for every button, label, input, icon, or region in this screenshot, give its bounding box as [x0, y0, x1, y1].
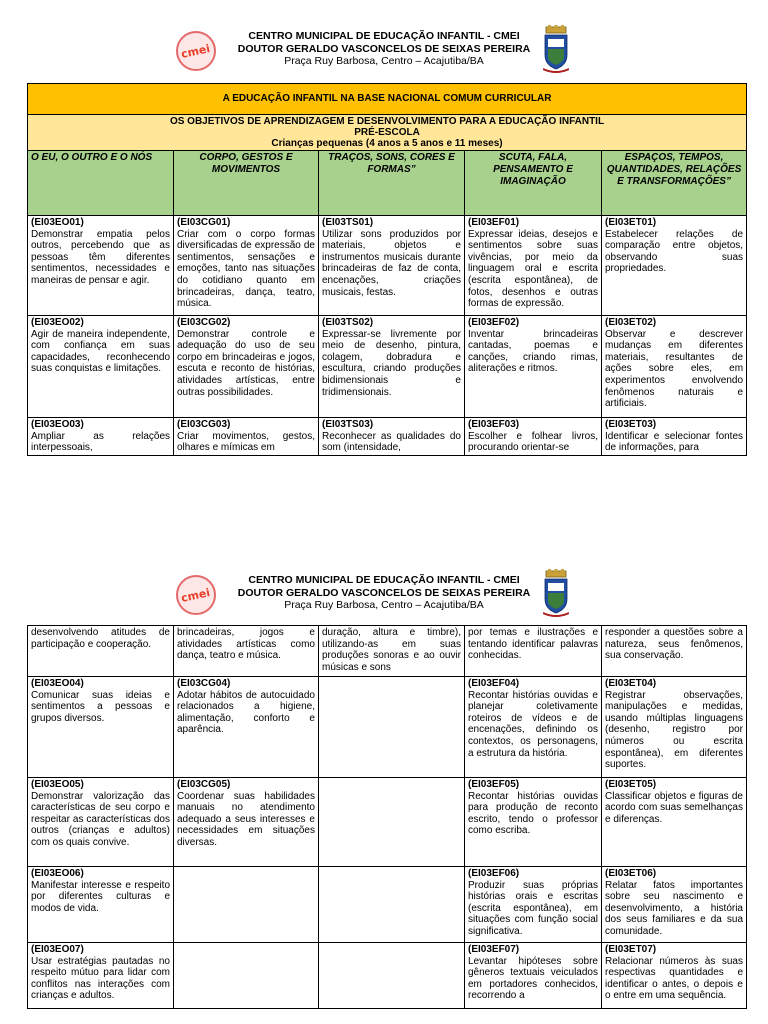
table-row: [28, 778, 747, 867]
objective-cell: (EI03EF04) Recontar histórias ouvidas e planejar coletivamente roteiros de vídeos e de encenações, definindo os contextos, os personagens, a estrutura da história.: [465, 677, 602, 778]
page-header: [0, 28, 768, 80]
objectives-row: [28, 115, 747, 151]
table-row: [28, 867, 747, 943]
objective-cell: desenvolvendo atitudes de participação e cooperação.: [28, 626, 174, 677]
curriculum-table-page-2: [27, 625, 747, 1009]
municipal-crest-icon: [543, 25, 569, 75]
objective-cell: (EI03EO04) Comunicar suas ideias e sentimentos a pessoas e grupos diversos.: [28, 677, 174, 778]
areas-row: [28, 151, 747, 216]
objective-cell: (EI03CG04) Adotar hábitos de autocuidado relacionados a higiene, alimentação, conforto e aparência.: [174, 677, 319, 778]
page-1: [0, 28, 768, 454]
table-row: [28, 943, 747, 1009]
objectives-line-3: Crianças pequenas (4 anos a 5 anos e 11 meses): [271, 138, 503, 149]
objective-cell: (EI03EO06) Manifestar interesse e respeito por diferentes culturas e modos de vida.: [28, 867, 174, 943]
objectives-header: [28, 115, 747, 151]
objective-cell: (EI03ET07) Relacionar números às suas respectivas quantidades e identificar o antes, o depois e o entre em uma sequência.: [602, 943, 747, 1009]
objective-cell: (EI03EF02) Inventar brincadeiras cantadas, poemas e canções, criando rimas, aliterações e ritmos.: [465, 316, 602, 418]
table-row: [28, 626, 747, 677]
objective-cell: (EI03ET04) Registrar observações, manipulações e medidas, usando múltiplas linguagens (desenho, registro por números ou escrita espontânea), em diferentes suportes.: [602, 677, 747, 778]
objective-cell: por temas e ilustrações e tentando identificar palavras conhecidas.: [465, 626, 602, 677]
objective-cell: duração, altura e timbre), utilizando-as em suas produções sonoras e ao ouvir músicas e sons: [319, 626, 465, 677]
objective-cell: (EI03EO05) Demonstrar valorização das características de seu corpo e respeitar as características dos outros (crianças e adultos) com os quais convive.: [28, 778, 174, 867]
objective-cell: (EI03EO07) Usar estratégias pautadas no respeito mútuo para lidar com conflitos nas interações com crianças e adultos.: [28, 943, 174, 1009]
header-line-2: DOUTOR GERALDO VASCONCELOS DE SEIXAS PEREIRA: [237, 586, 531, 599]
page-2: [0, 572, 768, 1002]
empty-cell: [319, 677, 465, 778]
cmei-logo-icon: cmei: [176, 575, 216, 615]
area-header-espacos-tempos: ESPAÇOS, TEMPOS, QUANTIDADES, RELAÇÕES E TRANSFORMAÇÕES”: [602, 151, 747, 216]
table-row: [28, 216, 747, 316]
objective-cell: (EI03CG02) Demonstrar controle e adequação do uso de seu corpo em brincadeiras e jogos, escuta e reconto de histórias, atividades artísticas, entre outras possibilidades.: [174, 316, 319, 418]
table-row: [28, 418, 747, 456]
area-header-escuta-fala: SCUTA, FALA, PENSAMENTO E IMAGINAÇÃO: [465, 151, 602, 216]
objective-cell: (EI03EF03) Escolher e folhear livros, procurando orientar-se: [465, 418, 602, 456]
municipal-crest-icon: [543, 569, 569, 619]
empty-cell: [319, 867, 465, 943]
empty-cell: [174, 943, 319, 1009]
objective-cell: (EI03ET06) Relatar fatos importantes sobre seu nascimento e desenvolvimento, a história dos seus familiares e da sua comunidade.: [602, 867, 747, 943]
header-line-1: CENTRO MUNICIPAL DE EDUCAÇÃO INFANTIL - CMEI: [248, 30, 520, 42]
header-address: Praça Ruy Barbosa, Centro – Acajutiba/BA: [284, 55, 484, 67]
objective-cell: (EI03EO02) Agir de maneira independente, com confiança em suas capacidades, reconhecendo suas conquistas e limitações.: [28, 316, 174, 418]
objective-cell: (EI03TS03) Reconhecer as qualidades do som (intensidade,: [319, 418, 465, 456]
table-title-row: [28, 84, 747, 115]
objective-cell: responder a questões sobre a natureza, seus fenômenos, sua conservação.: [602, 626, 747, 677]
header-address: Praça Ruy Barbosa, Centro – Acajutiba/BA: [284, 599, 484, 611]
header-text: [0, 574, 768, 612]
objective-cell: (EI03EF06) Produzir suas próprias histórias orais e escritas (escrita espontânea), em situações com função social significativa.: [465, 867, 602, 943]
header-text: [0, 30, 768, 68]
objective-cell: (EI03CG03) Criar movimentos, gestos, olhares e mímicas em: [174, 418, 319, 456]
empty-cell: [319, 943, 465, 1009]
objective-cell: (EI03EO01) Demonstrar empatia pelos outros, percebendo que as pessoas têm diferentes sentimentos, necessidades e maneiras de pensar e agir.: [28, 216, 174, 316]
objective-cell: (EI03CG01) Criar com o corpo formas diversificadas de expressão de sentimentos, sensações e emoções, tanto nas situações do cotidiano quanto em brincadeiras, dança, teatro, música.: [174, 216, 319, 316]
table-title: A EDUCAÇÃO INFANTIL NA BASE NACIONAL COMUM CURRICULAR: [28, 84, 747, 115]
objective-cell: (EI03ET03) Identificar e selecionar fontes de informações, para: [602, 418, 747, 456]
area-header-tracos-sons: TRAÇOS, SONS, CORES E FORMAS”: [319, 151, 465, 216]
header-line-2: DOUTOR GERALDO VASCONCELOS DE SEIXAS PEREIRA: [237, 42, 531, 55]
objective-cell: brincadeiras, jogos e atividades artísticas como dança, teatro e música.: [174, 626, 319, 677]
page-header: [0, 572, 768, 624]
objective-cell: (EI03ET02) Observar e descrever mudanças em diferentes materiais, resultantes de ações sobre eles, em experimentos envolvendo fenômenos naturais e artificiais.: [602, 316, 747, 418]
objective-cell: (EI03EF05) Recontar histórias ouvidas para produção de reconto escrito, tendo o professor como escriba.: [465, 778, 602, 867]
objective-cell: (EI03EF07) Levantar hipóteses sobre gêneros textuais veiculados em portadores conhecidos, recorrendo a: [465, 943, 602, 1009]
objective-cell: (EI03ET01) Estabelecer relações de comparação entre objetos, observando suas propriedades.: [602, 216, 747, 316]
area-header-eu-outro-nos: O EU, O OUTRO E O NÓS: [28, 151, 174, 216]
objective-cell: (EI03TS01) Utilizar sons produzidos por materiais, objetos e instrumentos musicais durante brincadeiras de faz de conta, encenações, criações musicais, festas.: [319, 216, 465, 316]
header-line-1: CENTRO MUNICIPAL DE EDUCAÇÃO INFANTIL - CMEI: [248, 574, 520, 586]
objectives-line-2: PRÉ-ESCOLA: [354, 127, 420, 138]
cmei-logo-icon: cmei: [176, 31, 216, 71]
objective-cell: (EI03CG05) Coordenar suas habilidades manuais no atendimento adequado a seus interesses e necessidades em situações diversas.: [174, 778, 319, 867]
empty-cell: [319, 778, 465, 867]
objective-cell: (EI03EF01) Expressar ideias, desejos e sentimentos sobre suas vivências, por meio da linguagem oral e escrita (escrita espontânea), de fotos, desenhos e outras formas de expressão.: [465, 216, 602, 316]
table-row: [28, 677, 747, 778]
area-header-corpo-gestos: CORPO, GESTOS E MOVIMENTOS: [174, 151, 319, 216]
empty-cell: [174, 867, 319, 943]
objective-cell: (EI03EO03) Ampliar as relações interpessoais,: [28, 418, 174, 456]
table-row: [28, 316, 747, 418]
objective-cell: (EI03TS02) Expressar-se livremente por meio de desenho, pintura, colagem, dobradura e escultura, criando produções bidimensionais e tridimensionais.: [319, 316, 465, 418]
objectives-line-1: OS OBJETIVOS DE APRENDIZAGEM E DESENVOLVIMENTO PARA A EDUCAÇÃO INFANTIL: [169, 116, 605, 127]
curriculum-table-page-1: [27, 83, 747, 456]
objective-cell: (EI03ET05) Classificar objetos e figuras de acordo com suas semelhanças e diferenças.: [602, 778, 747, 867]
